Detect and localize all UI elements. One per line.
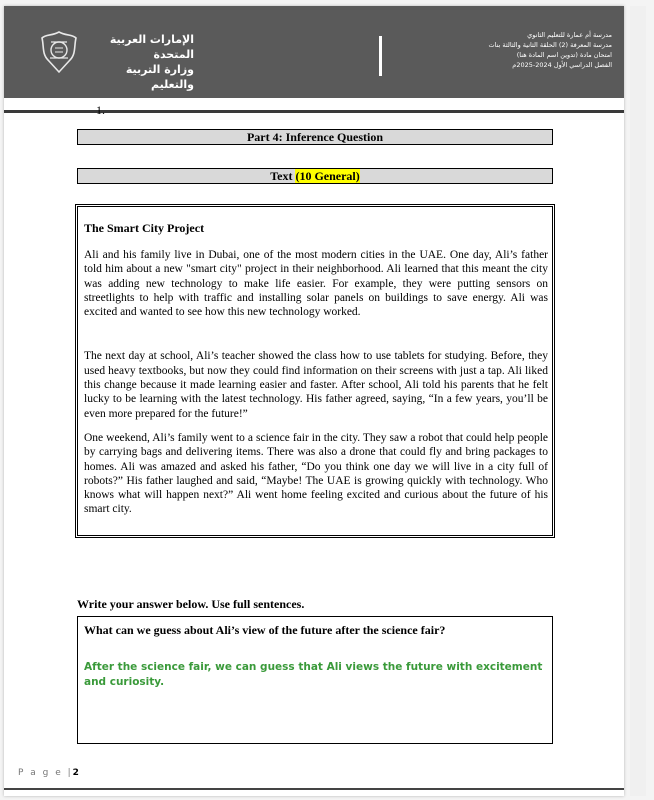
story-title: The Smart City Project: [84, 221, 205, 235]
school-line-1: مدرسة أم عمارة للتعليم الثانوي: [527, 31, 612, 39]
school-line-2: مدرسة المعرفة (2) الحلقة الثانية والثالثة بنات: [488, 41, 612, 49]
answer-text[interactable]: After the science fair, we can guess that Ali views the future with excitement and curiosity.: [84, 661, 543, 688]
header-band: [4, 6, 624, 98]
answer-box[interactable]: [77, 616, 553, 744]
question-number: 1.: [96, 103, 105, 117]
story-paragraph-1: Ali and his family live in Dubai, one of the most modern cities in the UAE. One day, Ali’s father told him about a new "smart city" project in their neighborhood. Ali learned that this meant the city was adding new technology to make life easier. For example, they were putting sensors on streetlights to help with traffic and installing solar panels on buildings to save energy. Ali was excited and wanted to see how this new technology worked.: [84, 249, 548, 319]
page-label: P a g e |: [18, 768, 73, 778]
part-title-bar: [77, 129, 553, 145]
text-title-bar: [77, 168, 553, 184]
question-text: What can we guess about Ali’s view of the future after the science fair?: [84, 623, 446, 637]
header-divider: [379, 36, 382, 76]
part-title: Part 4: Inference Question: [246, 130, 384, 144]
document-page: [4, 6, 624, 796]
school-line-3: امتحان مادة (تدوين اسم المادة هنا): [516, 51, 612, 59]
reading-passage-box: [77, 206, 553, 536]
text-highlight: (10 General): [295, 169, 360, 183]
story-paragraph-2: The next day at school, Ali’s teacher showed the class how to use tablets for studying. Before, they used heavy textbooks, but now they could find information on their screens with just a tap. Ali liked this change because it made learning easier and faster. After school, Ali told his parents that he felt lucky to be learning with the latest technology. His father agreed, saying, “In a few years, you’ll be even more prepared for the future!”: [84, 350, 548, 420]
scrollbar[interactable]: [630, 6, 646, 796]
school-line-4: الفصل الدراسي الأول 2024-2025م: [512, 61, 612, 69]
uae-emblem-icon: [38, 28, 80, 76]
ministry-line-2: وزارة التربية والتعليم: [125, 63, 194, 91]
story-paragraph-3: One weekend, Ali’s family went to a science fair in the city. They saw a robot that could help people by carrying bags and delivering items. There was also a drone that could fly and bring packages to homes. Ali was amazed and asked his father, “Do you think one day we will live in a city full of robots?” His father laughed and said, “Maybe! The UAE is growing quickly with technology. Who knows what will happen next?” Ali went home feeling excited and curious about the future of his smart city.: [84, 431, 548, 516]
school-info: [434, 30, 612, 70]
footer-rule: [4, 788, 624, 790]
page-footer: [18, 768, 79, 778]
page-number: 2: [72, 768, 79, 778]
answer-instruction: Write your answer below. Use full sentences.: [77, 597, 305, 611]
ministry-line-1: الإمارات العربية المتحدة: [109, 33, 194, 61]
text-label: Text: [270, 169, 296, 183]
ministry-name: [88, 32, 194, 92]
